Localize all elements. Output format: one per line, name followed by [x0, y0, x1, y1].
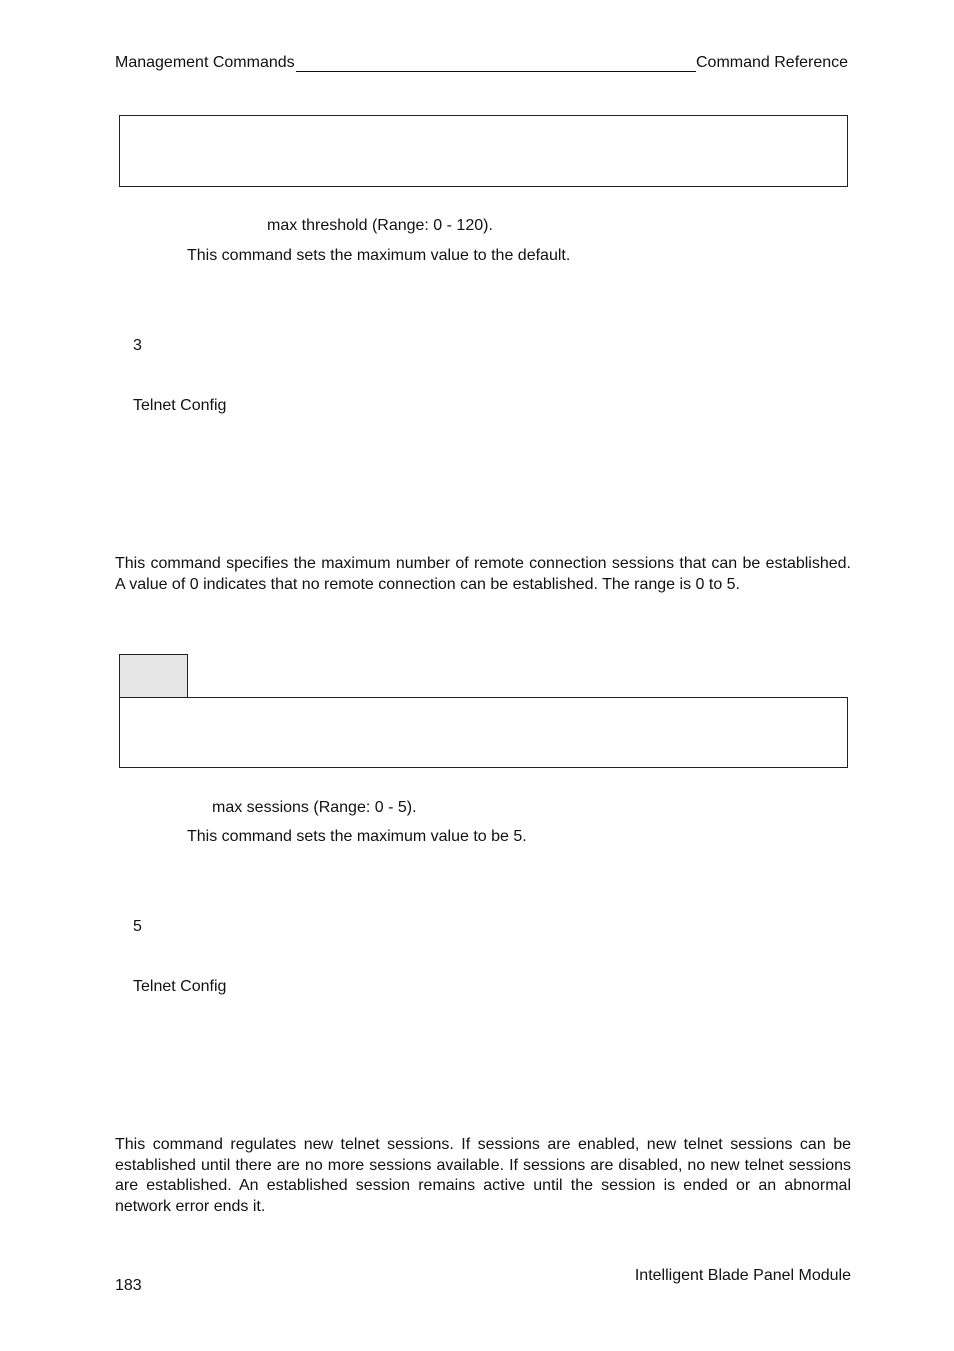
header-rule [296, 71, 696, 72]
description-3: This command regulates new telnet sessions. If sessions are enabled, new telnet sessions can be established until there are no more sessions available. If sessions are disabled, no new telnet sessions are established. An established session remains active until the session is ended or an abnormal network error ends it. [115, 1136, 851, 1215]
command-mode-2: Telnet Config [133, 978, 227, 995]
syntax-box-1 [119, 115, 848, 187]
default-desc-2: This command sets the maximum value to be 5. [187, 828, 527, 845]
default-value-1: 3 [133, 337, 142, 354]
syntax-box-2 [119, 697, 848, 768]
page-number: 183 [115, 1277, 142, 1294]
header-left: Management Commands [115, 54, 295, 71]
default-value-2: 5 [133, 918, 142, 935]
footer-title: Intelligent Blade Panel Module [634, 1267, 851, 1284]
default-desc-1: This command sets the maximum value to the default. [187, 247, 571, 264]
description-2: This command specifies the maximum number of remote connection sessions that can be established. A value of 0 indicates that no remote connection can be established. The range is 0 to 5. [115, 555, 851, 593]
header-right: Command Reference [696, 54, 849, 71]
command-mode-1: Telnet Config [133, 397, 227, 414]
param-desc-2: max sessions (Range: 0 - 5). [212, 799, 417, 816]
format-tab-2 [119, 654, 188, 699]
param-desc-1: max threshold (Range: 0 - 120). [267, 217, 493, 234]
